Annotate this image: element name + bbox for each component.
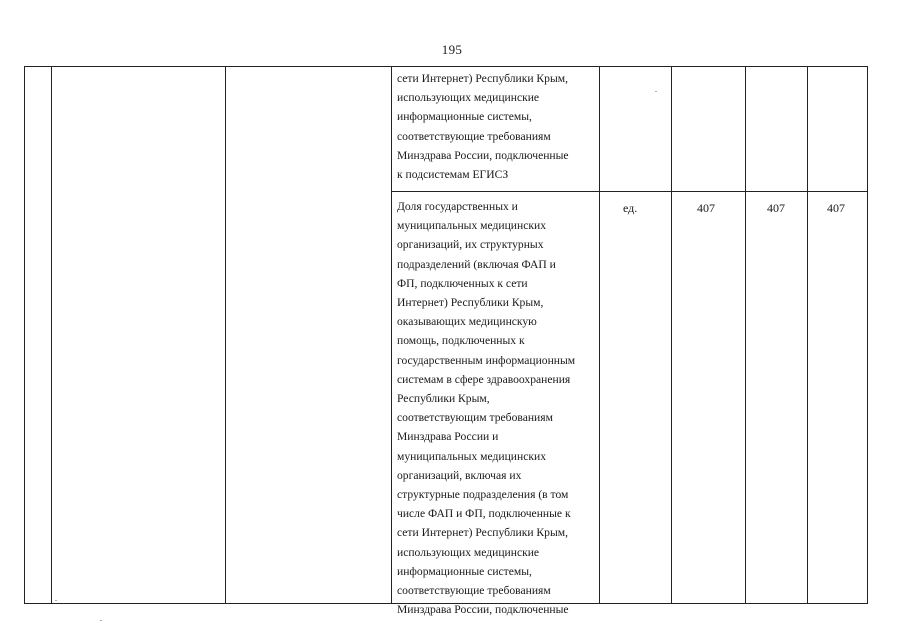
row2-value-3: 407: [827, 201, 845, 215]
description-line: подразделений (включая ФАП и: [397, 257, 556, 271]
description-line: Минздрава России, подключенные: [397, 603, 569, 617]
row2-unit: ед.: [623, 201, 638, 215]
description-line: использующих медицинские: [397, 545, 540, 559]
scan-speck: [55, 600, 57, 601]
description-line: Минздрава России, подключенные: [397, 148, 569, 162]
column-divider: [745, 67, 746, 603]
description-line: оказывающих медицинскую: [397, 315, 537, 329]
description-line: помощь, подключенных к: [397, 334, 525, 348]
description-line: структурные подразделения (в том: [397, 488, 569, 502]
description-line: системам в сфере здравоохранения: [397, 372, 571, 386]
description-line: государственным информационным: [397, 353, 576, 367]
column-divider: [51, 67, 52, 603]
row2-description: [397, 197, 575, 619]
description-line: использующих медицинские: [397, 91, 540, 105]
description-line: информационные системы,: [397, 564, 532, 578]
description-line: сети Интернет) Республики Крым,: [397, 526, 568, 540]
description-line: ФП, подключенных к сети: [397, 276, 528, 290]
description-line: Республики Крым,: [397, 392, 490, 406]
column-divider: [599, 67, 600, 603]
description-line: информационные системы,: [397, 110, 532, 124]
column-divider: [225, 67, 226, 603]
column-divider: [807, 67, 808, 603]
description-line: Минздрава России и: [397, 430, 499, 444]
row2-value-1: 407: [697, 201, 715, 215]
description-line: соответствующие требованиям: [397, 584, 551, 598]
description-line: Доля государственных и: [397, 200, 518, 213]
column-divider: [391, 67, 392, 603]
description-line: Интернет) Республики Крым,: [397, 296, 544, 310]
scan-speck: [100, 620, 102, 621]
description-line: соответствующим требованиям: [397, 411, 553, 425]
description-line: соответствующие требованиям: [397, 129, 551, 143]
column-divider: [671, 67, 672, 603]
description-line: муниципальных медицинских: [397, 219, 546, 233]
description-line: числе ФАП и ФП, подключенные к: [397, 507, 571, 521]
description-line: муниципальных медицинских: [397, 449, 546, 463]
description-line: сети Интернет) Республики Крым,: [397, 72, 568, 85]
description-line: организаций, их структурных: [397, 238, 544, 252]
scan-speck: [655, 91, 657, 92]
description-line: организаций, включая их: [397, 468, 522, 482]
row-divider: [391, 191, 868, 192]
row2-value-2: 407: [767, 201, 785, 215]
row1-description: [397, 69, 569, 184]
page-number: 195: [441, 42, 463, 57]
description-line: к подсистемам ЕГИСЗ: [397, 168, 509, 182]
indicator-table: [24, 66, 868, 617]
